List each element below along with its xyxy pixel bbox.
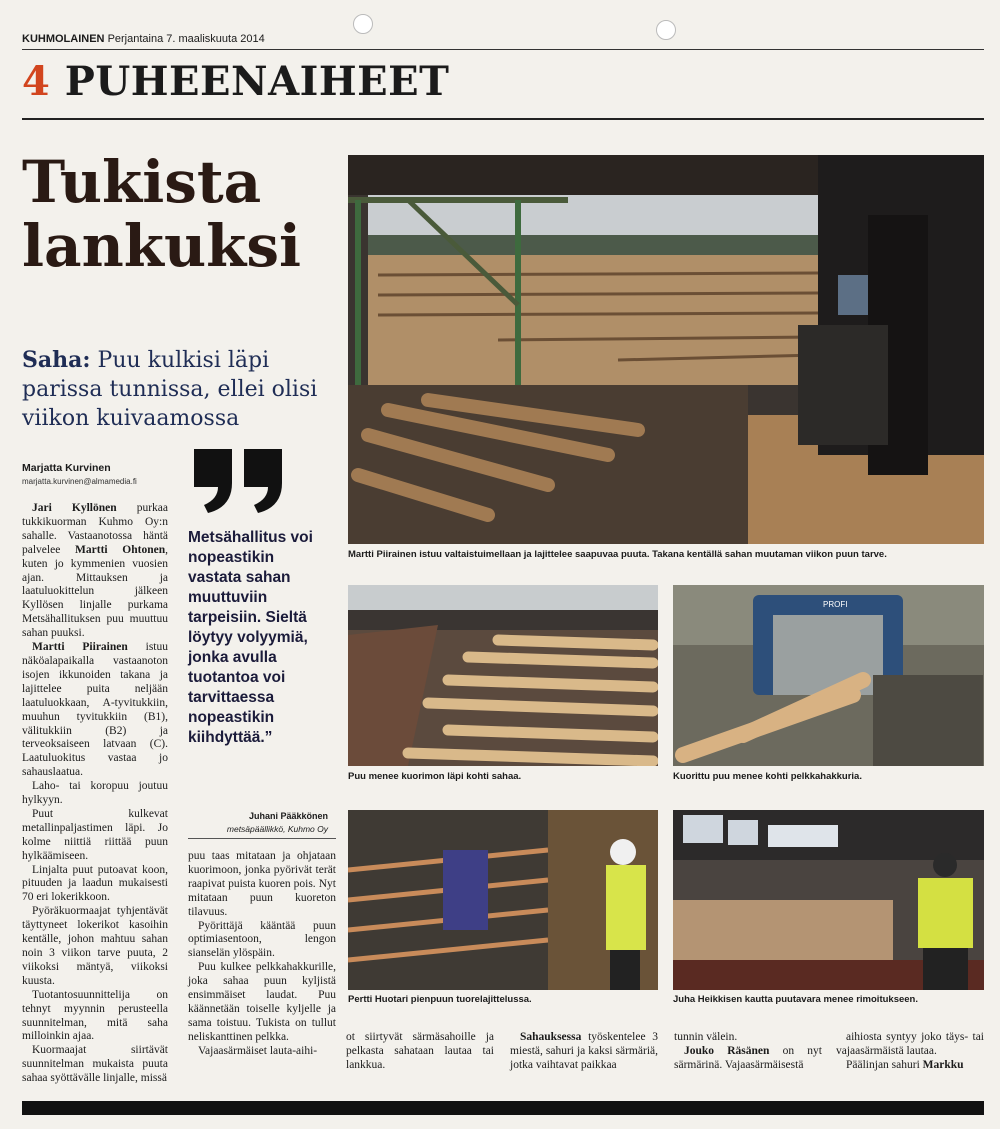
- paragraph: puu taas mitataan ja ohjataan kuorimoon, jonka pyörivät terät raapivat puista kuoren pois. Nyt mitataan puun kuoreton tilavuus.: [188, 850, 336, 918]
- paragraph: Vajaasärmäiset lauta-aihi-: [198, 1044, 318, 1057]
- paragraph: Laho- tai koropuu joutuu hylkyyn.: [22, 780, 168, 807]
- punch-hole: [656, 20, 676, 40]
- headline-line2: lankuksi: [22, 212, 302, 280]
- paper-name: KUHMOLAINEN: [22, 33, 105, 45]
- page-number: 4: [22, 58, 51, 105]
- paragraph: Pyörittäjä kääntää puun optimiasentoon, lengon sianselän ylöspäin.: [188, 919, 336, 960]
- deck: [22, 346, 332, 433]
- headline-line1: Tukista: [22, 148, 262, 216]
- masthead: [22, 33, 265, 45]
- byline-email: marjatta.kurvinen@almamedia.fi: [22, 477, 137, 486]
- article-column-1: [22, 502, 168, 1086]
- quote-author: Juhani Pääkkönen: [248, 811, 328, 821]
- caption-main-photo: Martti Piirainen istuu valtaistuimellaan ja lajittelee saapuvaa puuta. Takana kentällä sahan muutaman viikon puun tarve.: [348, 549, 887, 560]
- paragraph: Tuotantosuunnittelija on tehnyt myynnin perusteella suunnitelman, mitä saha milloinkin ajaa.: [22, 988, 168, 1043]
- photo-debarking: [348, 585, 658, 766]
- main-photo: [348, 155, 984, 544]
- paragraph: Kuormaajat siirtävät suunnitelman mukaista puuta sahaa syöttävälle linjalle, missä: [22, 1044, 168, 1085]
- byline-author: Marjatta Kurvinen: [22, 462, 111, 474]
- headline: [22, 150, 342, 278]
- quote-mark-icon: [190, 445, 290, 515]
- paragraph: Puut kulkevat metallinpaljastimen läpi. Jo kolme niittiä riittää puun hylkäämiseen.: [22, 807, 168, 862]
- caption-photo-3: Kuorittu puu menee kohti pelkkahakkuria.: [673, 771, 862, 782]
- deck-kicker: Saha:: [22, 347, 91, 373]
- paragraph: Linjalta puut putoavat koon, pituuden ja laadun mukaisesti 70 eri lokerikkoon.: [22, 863, 168, 904]
- issue-date: Perjantaina 7. maaliskuuta 2014: [107, 33, 265, 45]
- caption-photo-4: Pertti Huotari pienpuun tuorelajittelussa.: [348, 994, 532, 1005]
- pull-quote: Metsähallitus voi nopeastikin vastata sahan muuttuviin tarpeisiin. Sieltä löytyy volyymiä, jonka avulla tuotantoa voi tarvittaessa nopeastikin kiihdyttää.”: [188, 529, 313, 746]
- page-bottom-bar: [22, 1101, 984, 1115]
- machine-label: PROFI: [823, 600, 848, 609]
- article-column-2: [188, 850, 336, 1059]
- caption-photo-5: Juha Heikkisen kautta puutavara menee rimoitukseen.: [673, 994, 918, 1005]
- paragraph: Pyöräkuormaajat tyhjentävät täyttyneet lokerikot kasoihin kentälle, johon mahtuu sahan noin 3 viikon tarve puuta, 2 viikoksi mäntyä, viikoksi kuusta.: [22, 905, 168, 987]
- article-column-5: tunnin välein. Jouko Räsänen on nyt särmärinä. Vajaasärmäisestä: [674, 1031, 823, 1071]
- article-column-4: Sahauksessa työskentelee 3 miestä, sahuri ja kaksi särmäriä, jotka vaihtavat paikkaa: [510, 1031, 658, 1071]
- masthead-rule: [22, 49, 984, 50]
- caption-photo-2: Puu menee kuorimon läpi kohti sahaa.: [348, 771, 522, 782]
- quote-author-title: metsäpäällikkö, Kuhmo Oy: [226, 824, 328, 834]
- paragraph: Puu kulkee pelkkahakkurille, joka sahaa puun kyljistä ensimmäiset laudat. Puu käännetään toiselle kyljelle ja sama toistuu. Tukista on tullut neliskanttinen pelkka.: [188, 961, 336, 1043]
- paragraph: Martti Piirainen istuu näköalapaikalla vastaanoton isojen ikkunoiden takana ja lajittelee puita neljään laatuluokkaan, A-tyvitukkiin, muuhun tyvitukkiin (B1), välitukkiin (B2) ja terveoksaiseen latvaan (C). Laatuluokitus vastaa jo sahauslaatua.: [22, 641, 168, 779]
- article-column-3: ot siirtyvät särmäsahoille ja pelkasta sahataan lautaa tai lankkua.: [346, 1031, 494, 1071]
- photo-control-room: [673, 810, 984, 990]
- quote-rule: [188, 838, 336, 839]
- article-column-6: aihiosta syntyy joko täys- tai vajaasärmäistä lautaa. Päälinjan sahuri Markku: [836, 1031, 984, 1071]
- punch-hole: [353, 14, 373, 34]
- paragraph: Jari Kyllönen purkaa tukkikuorman Kuhmo Oy:n sahalle. Vastaanotossa häntä palvelee Martti Ohtonen, kuten jo kymmenien vuosien ajan. Mittauksen ja laatuluokittelun jälkeen Kyllösen linjalle purkama Metsähallituksen puu muuttuu sahan puuksi.: [22, 502, 168, 640]
- deck-text: Puu kulkisi läpi parissa tunnissa, ellei olisi viikon kuivaamossa: [22, 348, 318, 431]
- photo-chipper: [673, 585, 984, 766]
- section-rule: [22, 118, 984, 120]
- photo-sorting: [348, 810, 658, 990]
- section-name: PUHEENAIHEET: [64, 58, 450, 105]
- section-header: [22, 58, 449, 105]
